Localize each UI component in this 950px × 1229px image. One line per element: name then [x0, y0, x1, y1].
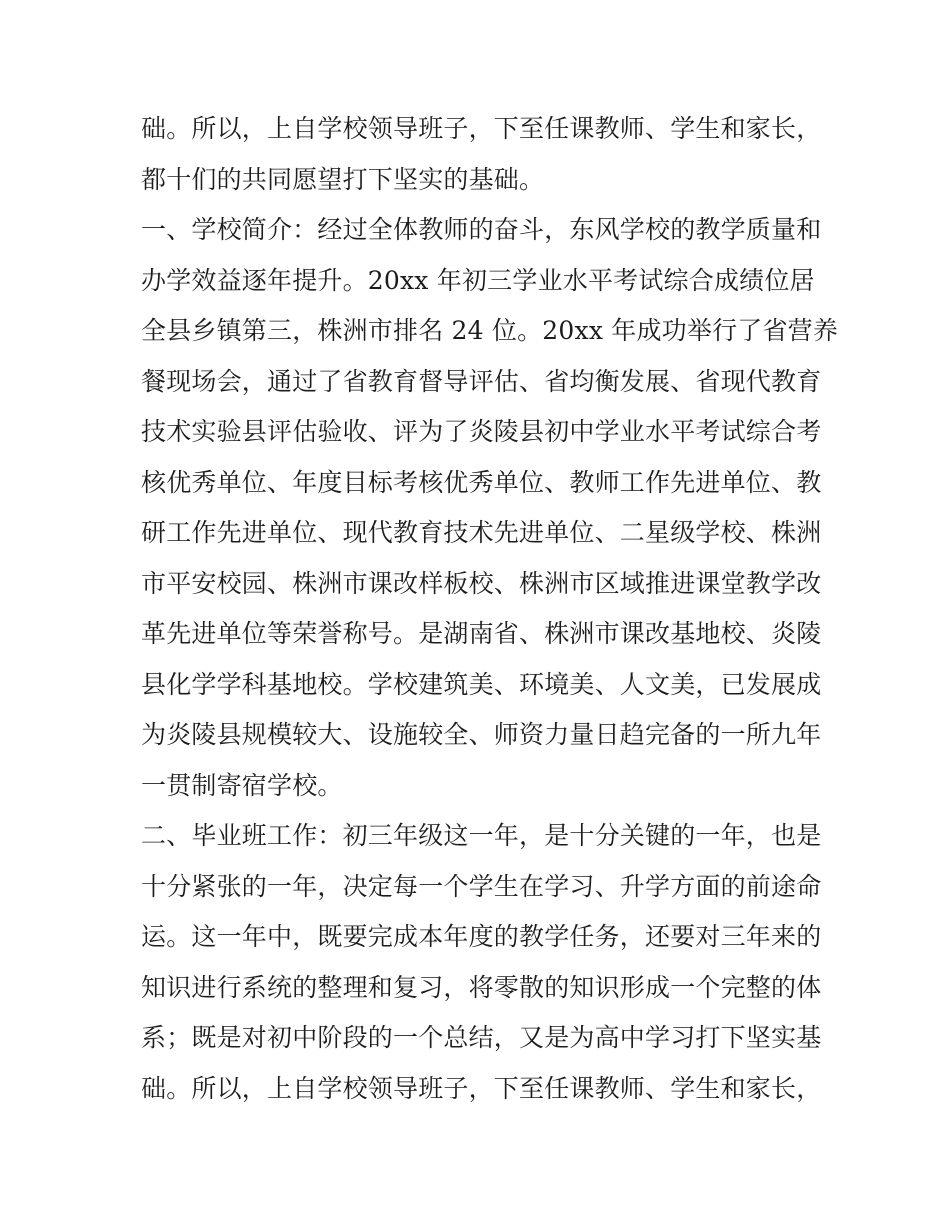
text-line: 二、毕业班工作：初三年级这一年，是十分关键的一年，也是	[141, 821, 822, 850]
text-line: 础。所以，上自学校领导班子，下至任课教师、学生和家长，	[141, 1074, 822, 1103]
text-line: 为炎陵县规模较大、设施较全、师资力量日趋完备的一所九年	[141, 720, 822, 749]
text-line: 都十们的共同愿望打下坚实的基础。	[141, 165, 545, 194]
text-line: 研工作先进单位、现代教育技术先进单位、二星级学校、株洲	[141, 518, 822, 547]
text-line: 础。所以，上自学校领导班子，下至任课教师、学生和家长，	[141, 114, 822, 143]
text-line: 餐现场会，通过了省教育督导评估、省均衡发展、省现代教育	[141, 367, 822, 396]
text-line: 运。这一年中，既要完成本年度的教学任务，还要对三年来的	[141, 922, 822, 951]
text-line: 核优秀单位、年度目标考核优秀单位、教师工作先进单位、教	[141, 468, 822, 497]
text-line: 系；既是对初中阶段的一个总结，又是为高中学习打下坚实基	[141, 1023, 822, 1052]
text-line: 知识进行系统的整理和复习，将零散的知识形成一个完整的体	[141, 973, 822, 1002]
text-line: 十分紧张的一年，决定每一个学生在学习、升学方面的前途命	[141, 872, 822, 901]
text-line: 一、学校简介：经过全体教师的奋斗，东风学校的教学质量和	[141, 215, 822, 244]
text-line: 市平安校园、株洲市课改样板校、株洲市区域推进课堂教学改	[141, 569, 822, 598]
text-line: 一贯制寄宿学校。	[141, 771, 343, 800]
text-line: 革先进单位等荣誉称号。是湖南省、株洲市课改基地校、炎陵	[141, 619, 822, 648]
text-line: 全县乡镇第三，株洲市排名 24 位。20xx 年成功举行了省营养	[141, 316, 839, 345]
text-line: 技术实验县评估验收、评为了炎陵县初中学业水平考试综合考	[141, 417, 822, 446]
text-line: 县化学学科基地校。学校建筑美、环境美、人文美，已发展成	[141, 670, 822, 699]
text-line: 办学效益逐年提升。20xx 年初三学业水平考试综合成绩位居	[141, 266, 815, 295]
